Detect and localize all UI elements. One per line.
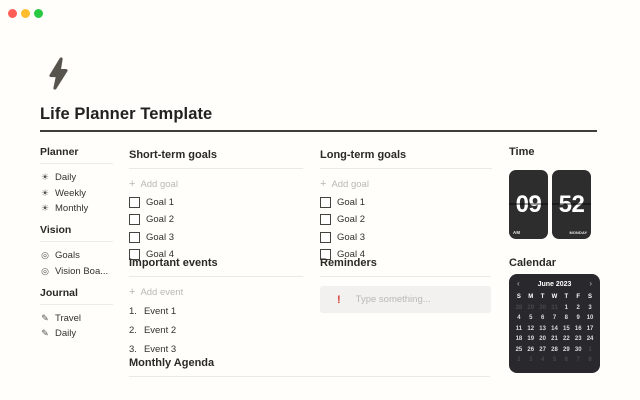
calendar-date[interactable]: 15	[563, 325, 570, 332]
flip-clock-hours	[509, 170, 548, 239]
calendar-date[interactable]: 18	[515, 336, 523, 342]
calendar-date[interactable]: 24	[586, 336, 594, 342]
zoom-window-button[interactable]	[34, 9, 43, 18]
calendar-date[interactable]: 2	[576, 304, 580, 311]
short-term-goal-list	[129, 197, 303, 261]
calendar-date[interactable]: 20	[539, 336, 546, 342]
flip-clock	[509, 170, 600, 239]
sidebar-item-travel[interactable]	[40, 313, 113, 324]
calendar-date[interactable]: 29	[563, 346, 570, 353]
sun-icon: ☀	[40, 172, 50, 182]
sidebar-item-label: Travel	[55, 312, 82, 324]
sidebar-section-planner	[40, 146, 113, 214]
calendar-day-header: S	[588, 294, 593, 300]
calendar-date[interactable]: 29	[527, 304, 535, 311]
calendar-day-header: T	[540, 294, 545, 300]
calendar-date[interactable]: 5	[529, 315, 533, 321]
calendar-date[interactable]: 14	[551, 325, 558, 332]
sidebar-item-vision-boa[interactable]	[40, 266, 113, 277]
todo-label[interactable]: Goal 1	[337, 196, 365, 208]
section-title: Monthly Agenda	[129, 357, 490, 377]
plus-icon: +	[129, 286, 136, 298]
sidebar-section-journal	[40, 287, 113, 340]
calendar-date[interactable]: 13	[539, 325, 546, 332]
calendar-date[interactable]: 9	[576, 315, 580, 321]
calendar-date[interactable]: 3	[588, 304, 592, 311]
todo-label[interactable]: Goal 3	[337, 231, 365, 243]
long-term-goal-list	[320, 197, 492, 261]
calendar-date[interactable]: 28	[551, 346, 558, 353]
add-goal-button[interactable]	[320, 179, 492, 190]
calendar-date[interactable]: 30	[539, 304, 546, 311]
section-time	[509, 146, 600, 239]
minimize-window-button[interactable]	[21, 9, 30, 18]
exclamation-icon: !	[337, 293, 341, 306]
section-title: Important events	[129, 257, 303, 277]
sidebar-section-title: Planner	[40, 146, 79, 158]
sidebar-item-label: Goals	[55, 250, 80, 261]
event-label[interactable]: Event 1	[143, 306, 177, 317]
calendar-date[interactable]: 4	[540, 357, 545, 363]
divider	[40, 241, 113, 242]
pencil-icon: ✎	[41, 328, 49, 338]
sidebar-item-label: Daily	[55, 328, 77, 339]
calendar-date[interactable]: 16	[574, 325, 582, 332]
calendar-date[interactable]: 26	[527, 346, 535, 353]
calendar-date[interactable]: 23	[574, 336, 582, 342]
sidebar-item-monthly[interactable]	[40, 203, 113, 214]
section-calendar	[509, 257, 600, 373]
calendar-date[interactable]: 7	[552, 315, 557, 321]
todo-label[interactable]: Goal 1	[146, 196, 174, 208]
title-divider	[40, 130, 597, 132]
section-title: Short-term goals	[129, 149, 303, 169]
checkbox-unchecked[interactable]	[320, 232, 331, 243]
calendar-date[interactable]: 6	[564, 357, 569, 363]
sidebar-item-label: Vision Boa...	[55, 265, 109, 277]
divider	[40, 304, 113, 305]
target-icon: ◎	[41, 265, 49, 276]
calendar-date[interactable]: 12	[527, 325, 535, 332]
sidebar-item-label: Weekly	[55, 187, 86, 199]
calendar-date[interactable]: 2	[517, 357, 521, 363]
weekday-label: MONDAY	[569, 231, 587, 235]
sidebar-item-label: Monthly	[55, 203, 89, 214]
todo-item	[129, 197, 303, 208]
calendar-date[interactable]: 7	[576, 357, 580, 363]
calendar-widget	[509, 274, 600, 373]
plus-icon: +	[320, 178, 327, 190]
calendar-date[interactable]: 21	[551, 336, 558, 342]
calendar-date[interactable]: 25	[515, 346, 523, 353]
pencil-icon: ✎	[41, 312, 49, 323]
add-goal-label: Add goal	[140, 179, 178, 190]
todo-item	[129, 232, 303, 243]
calendar-date[interactable]: 1	[564, 304, 569, 311]
sidebar-section-title: Journal	[40, 286, 78, 299]
sidebar-item-goals[interactable]	[40, 250, 113, 261]
flip-clock-minutes	[552, 170, 591, 239]
section-important-events	[129, 257, 303, 355]
calendar-date[interactable]: 19	[527, 336, 535, 342]
calendar-next-button[interactable]: ›	[589, 279, 592, 288]
section-short-term-goals	[129, 149, 303, 260]
divider	[40, 163, 113, 164]
calendar-date[interactable]: 6	[540, 315, 545, 321]
calendar-day-header: T	[564, 294, 569, 300]
calendar-day-header: F	[576, 294, 581, 300]
close-window-button[interactable]	[8, 9, 17, 18]
todo-label[interactable]: Goal 2	[337, 214, 365, 225]
calendar-day-header: M	[528, 294, 534, 300]
plus-icon: +	[129, 178, 136, 190]
numbered-item	[129, 325, 303, 336]
calendar-prev-button[interactable]: ‹	[517, 279, 520, 288]
checkbox-unchecked[interactable]	[129, 197, 140, 208]
section-monthly-agenda	[129, 357, 490, 377]
add-event-label: Add event	[140, 287, 184, 298]
calendar-date[interactable]: 5	[552, 357, 557, 363]
calendar-date[interactable]: 4	[517, 315, 521, 321]
minute-digits: 52	[558, 190, 585, 218]
event-list	[129, 306, 303, 355]
flip-split-line	[509, 203, 548, 205]
calendar-date[interactable]: 8	[588, 357, 592, 363]
section-title: Calendar	[509, 257, 557, 269]
todo-label[interactable]: Goal 4	[337, 249, 365, 260]
sidebar	[40, 146, 113, 349]
todo-item	[320, 214, 492, 225]
todo-label[interactable]: Goal 3	[146, 231, 174, 243]
checkbox-unchecked[interactable]	[129, 214, 140, 225]
sun-icon: ☀	[40, 187, 50, 198]
section-title: Long-term goals	[320, 149, 492, 169]
flip-split-line	[552, 203, 591, 205]
lightning-bolt-icon[interactable]	[46, 56, 71, 96]
numbered-item	[129, 344, 303, 355]
reminder-input[interactable]	[320, 286, 491, 313]
reminder-placeholder: Type something...	[355, 294, 431, 305]
event-label[interactable]: Event 2	[143, 325, 177, 336]
calendar-date[interactable]: 11	[515, 325, 523, 332]
add-event-button[interactable]	[129, 287, 303, 298]
calendar-month-label: June 2023	[537, 280, 572, 288]
page-title: Life Planner Template	[40, 105, 213, 123]
todo-label[interactable]: Goal 2	[146, 214, 174, 225]
target-icon: ◎	[41, 250, 49, 260]
calendar-date[interactable]: 3	[529, 357, 533, 363]
meridiem-label: AM	[513, 230, 521, 235]
item-number: 1.	[129, 306, 137, 317]
calendar-date[interactable]: 8	[564, 315, 569, 321]
todo-item	[320, 197, 492, 208]
section-reminders	[320, 257, 491, 313]
sidebar-item-daily[interactable]	[40, 172, 113, 183]
sidebar-item-weekly[interactable]	[40, 188, 113, 199]
sidebar-section-title: Vision	[40, 224, 72, 236]
item-number: 2.	[129, 325, 137, 336]
calendar-date[interactable]: 30	[574, 346, 582, 353]
calendar-date[interactable]: 1	[588, 346, 592, 353]
section-long-term-goals	[320, 149, 492, 260]
sidebar-item-daily[interactable]	[40, 328, 113, 339]
calendar-grid	[513, 292, 596, 366]
section-title: Time	[509, 146, 535, 158]
add-goal-button[interactable]	[129, 179, 303, 190]
calendar-date[interactable]: 28	[515, 304, 523, 311]
todo-item	[129, 214, 303, 225]
checkbox-unchecked[interactable]	[320, 214, 331, 225]
calendar-header	[513, 280, 596, 288]
item-number: 3.	[129, 344, 137, 355]
calendar-date[interactable]: 22	[563, 336, 570, 342]
add-goal-label: Add goal	[331, 179, 369, 190]
hour-digits: 09	[515, 190, 542, 218]
sun-icon: ☀	[40, 203, 50, 213]
window-controls	[8, 9, 43, 18]
calendar-date[interactable]: 10	[586, 315, 594, 321]
calendar-day-header: W	[551, 294, 558, 300]
checkbox-unchecked[interactable]	[129, 232, 140, 243]
event-label[interactable]: Event 3	[143, 344, 177, 355]
todo-item	[320, 232, 492, 243]
calendar-day-header: S	[516, 294, 521, 300]
section-title: Reminders	[320, 257, 491, 277]
checkbox-unchecked[interactable]	[320, 197, 331, 208]
calendar-date[interactable]: 31	[551, 304, 558, 311]
todo-label[interactable]: Goal 4	[146, 249, 174, 260]
sidebar-section-vision	[40, 224, 113, 277]
sidebar-item-label: Daily	[55, 172, 77, 183]
calendar-date[interactable]: 27	[539, 346, 546, 353]
calendar-date[interactable]: 17	[586, 325, 594, 332]
numbered-item	[129, 306, 303, 317]
